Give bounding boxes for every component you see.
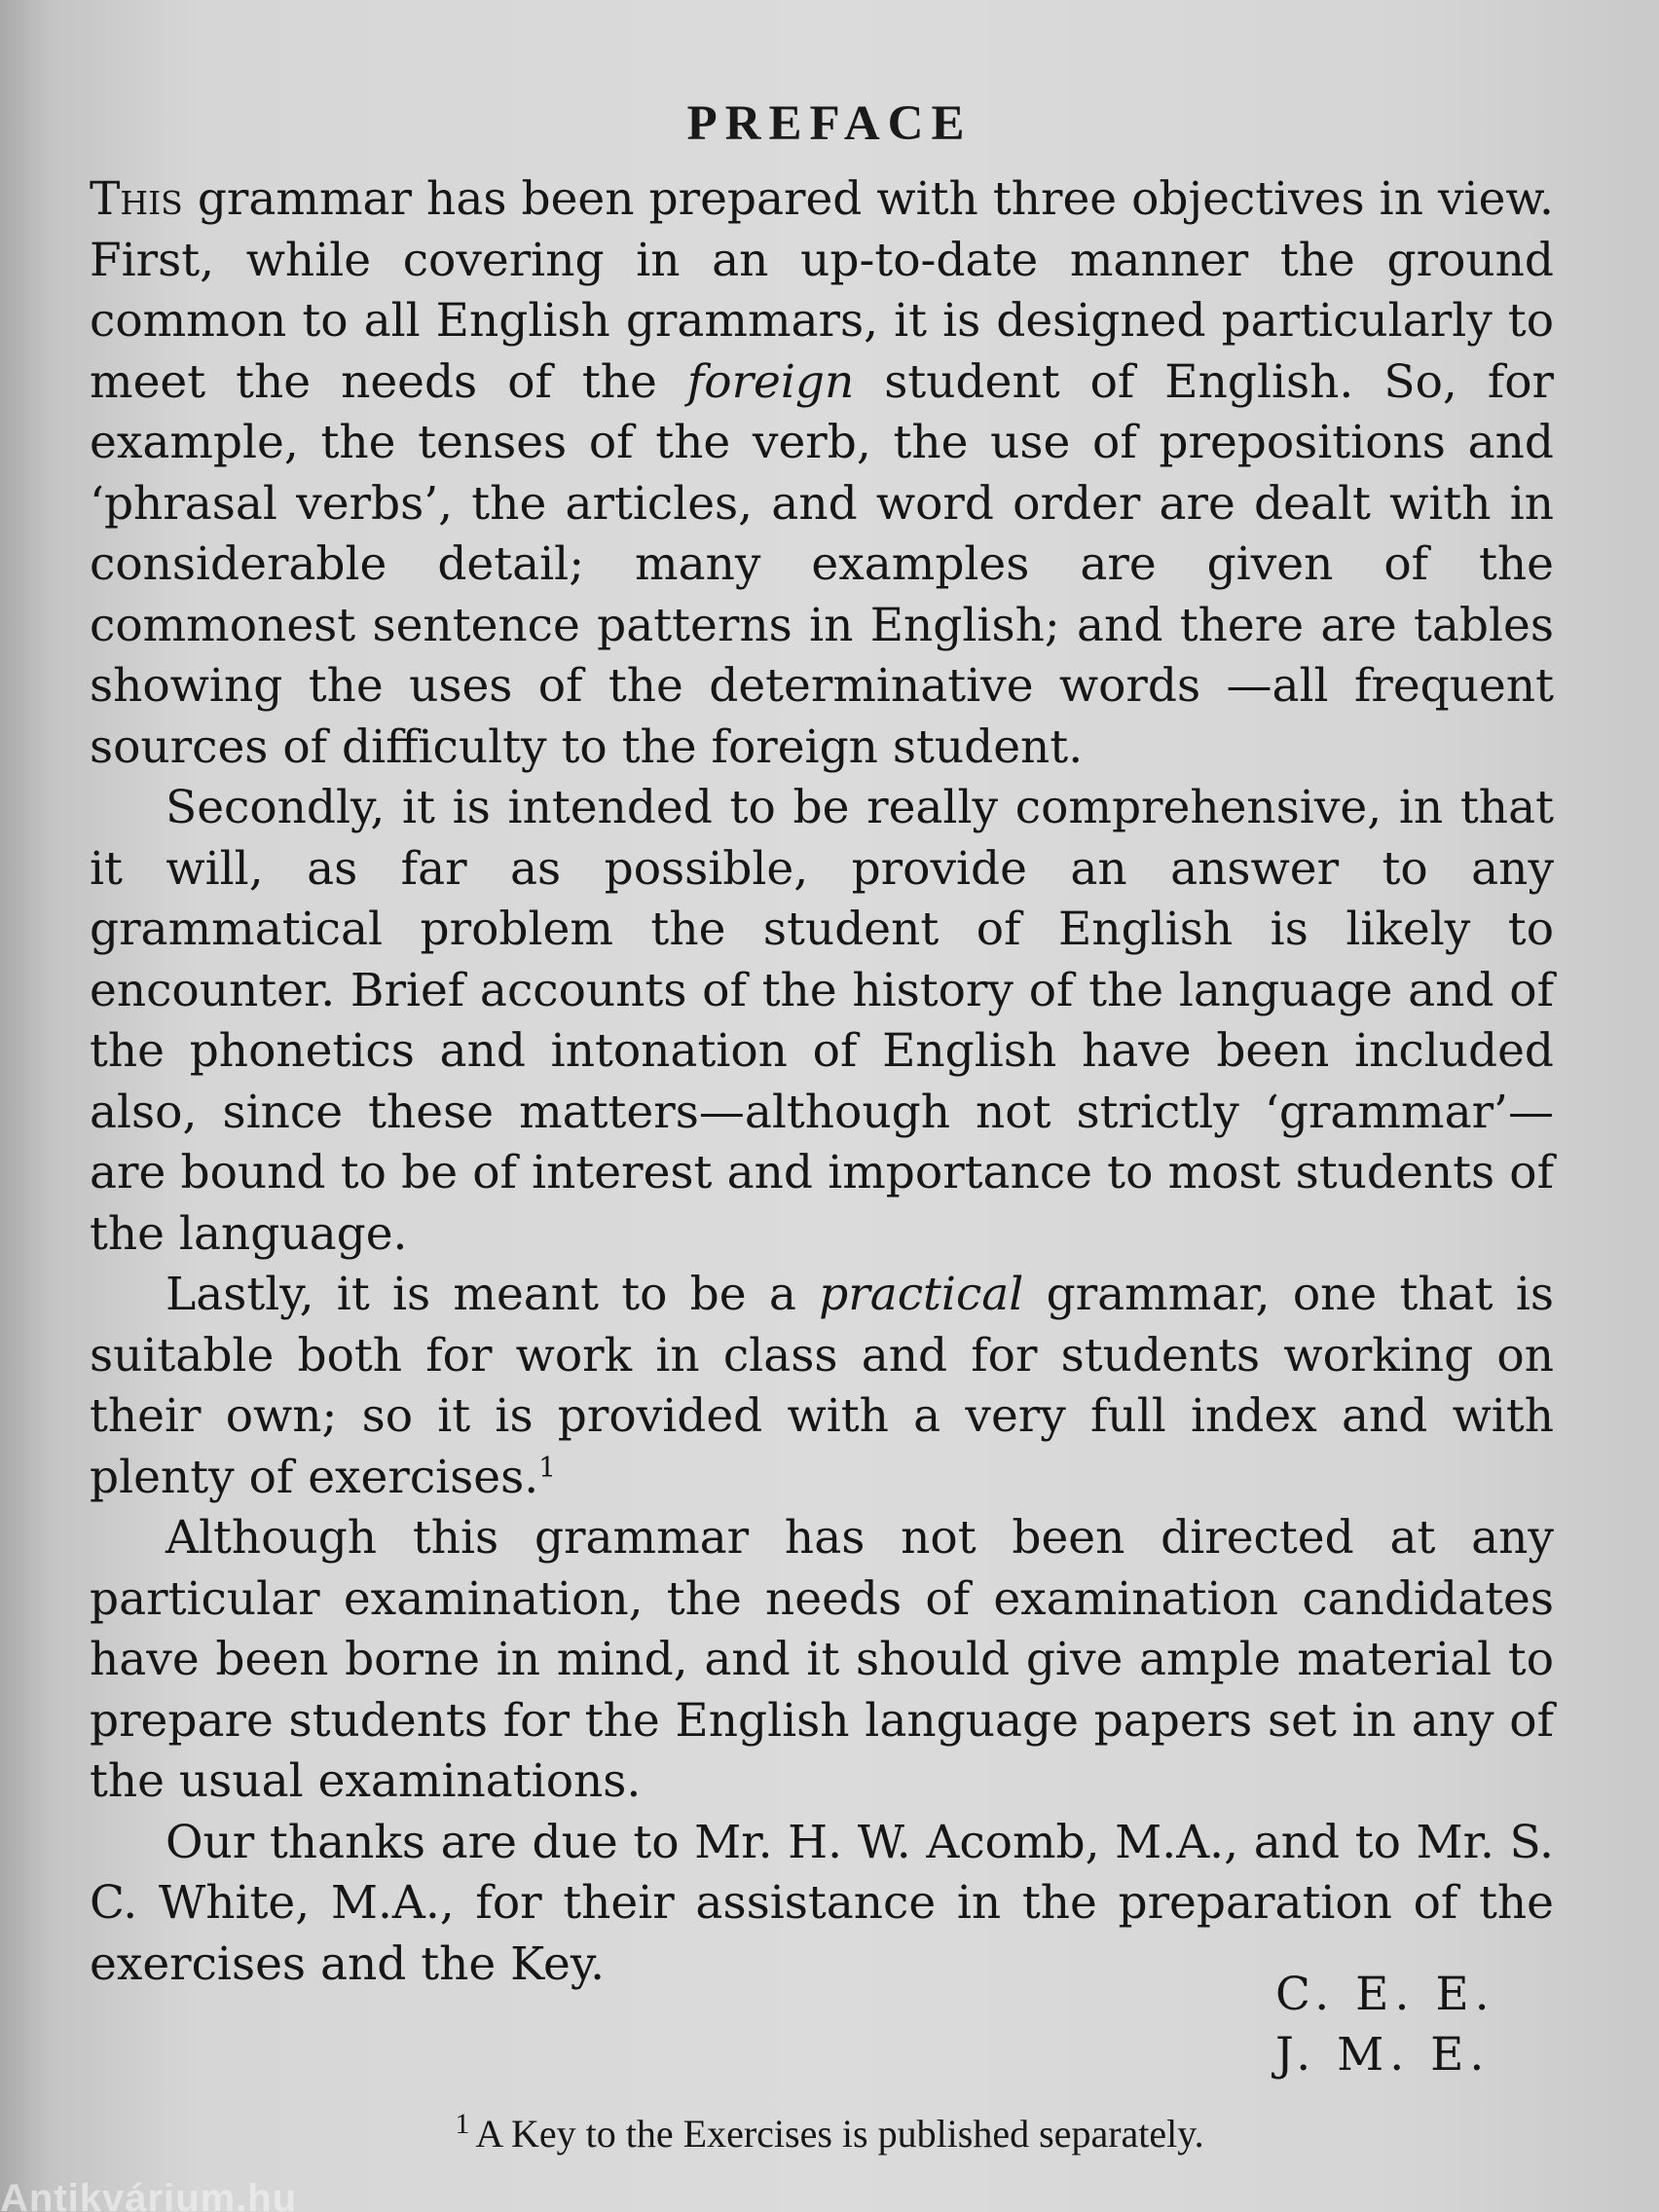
- paragraph-text: Lastly, it is meant to be a: [166, 1268, 820, 1321]
- footnote: [0, 2107, 1659, 2157]
- paragraph-text: grammar, one that is suitable both for work in class and for students working on their own; so it is provided with a very full index and with plenty of exercises.: [90, 1268, 1554, 1504]
- signature-initials: C. E. E.: [1275, 1968, 1495, 2021]
- paragraph-examinations: Although this grammar has not been directed at any particular examination, the needs of examination candidates have been borne in mind, and it should give ample material to prepare students for the English language papers set in any of the usual examinations.: [90, 1511, 1554, 1808]
- paragraph-acknowledgements: Our thanks are due to Mr. H. W. Acomb, M.A., and to Mr. S. C. White, M.A., for their assistance in the preparation of the exercises and the Key.: [90, 1815, 1554, 1991]
- paragraph-first-word: This: [90, 172, 183, 226]
- signature-initials: J. M. E.: [1275, 2028, 1491, 2082]
- paragraph-text: grammar has been prepared with three objectives in view. First, while covering in an up-to-date manner the ground common to all English grammars, it is designed particularly to meet the needs of the: [90, 172, 1554, 409]
- author-initials: [1275, 1965, 1567, 2085]
- paragraph-practical: [90, 1265, 1554, 1508]
- footnote-mark: 1: [455, 2107, 470, 2140]
- paragraph-objectives: [90, 169, 1554, 778]
- footnote-text: A Key to the Exercises is published separately.: [475, 2112, 1204, 2156]
- watermark: Antikvárium.hu: [0, 2177, 298, 2212]
- preface-body: [90, 169, 1554, 1995]
- paragraph-comprehensive: Secondly, it is intended to be really comprehensive, in that it will, as far as possible, provide an answer to any grammatical problem the student of English is likely to encounter. Brief accounts of the history of the language and of the phonetics and intonation of English have been included also, since these matters—although not strictly ‘grammar’—are bound to be of interest and importance to most students of the language.: [90, 781, 1554, 1261]
- paragraph-text: student of English. So, for example, the tenses of the verb, the use of prepositions and ‘phrasal verbs’, the articles, and word order are dealt with in considerable detail; many examples are given of the commonest sentence patterns in English; and there are tables showing the uses of the determinative words —all frequent sources of difficulty to the foreign student.: [90, 354, 1554, 774]
- emphasized-word: foreign: [686, 354, 855, 409]
- emphasized-word: practical: [819, 1268, 1024, 1321]
- page-title: PREFACE: [686, 96, 973, 152]
- footnote-reference: 1: [538, 1450, 556, 1483]
